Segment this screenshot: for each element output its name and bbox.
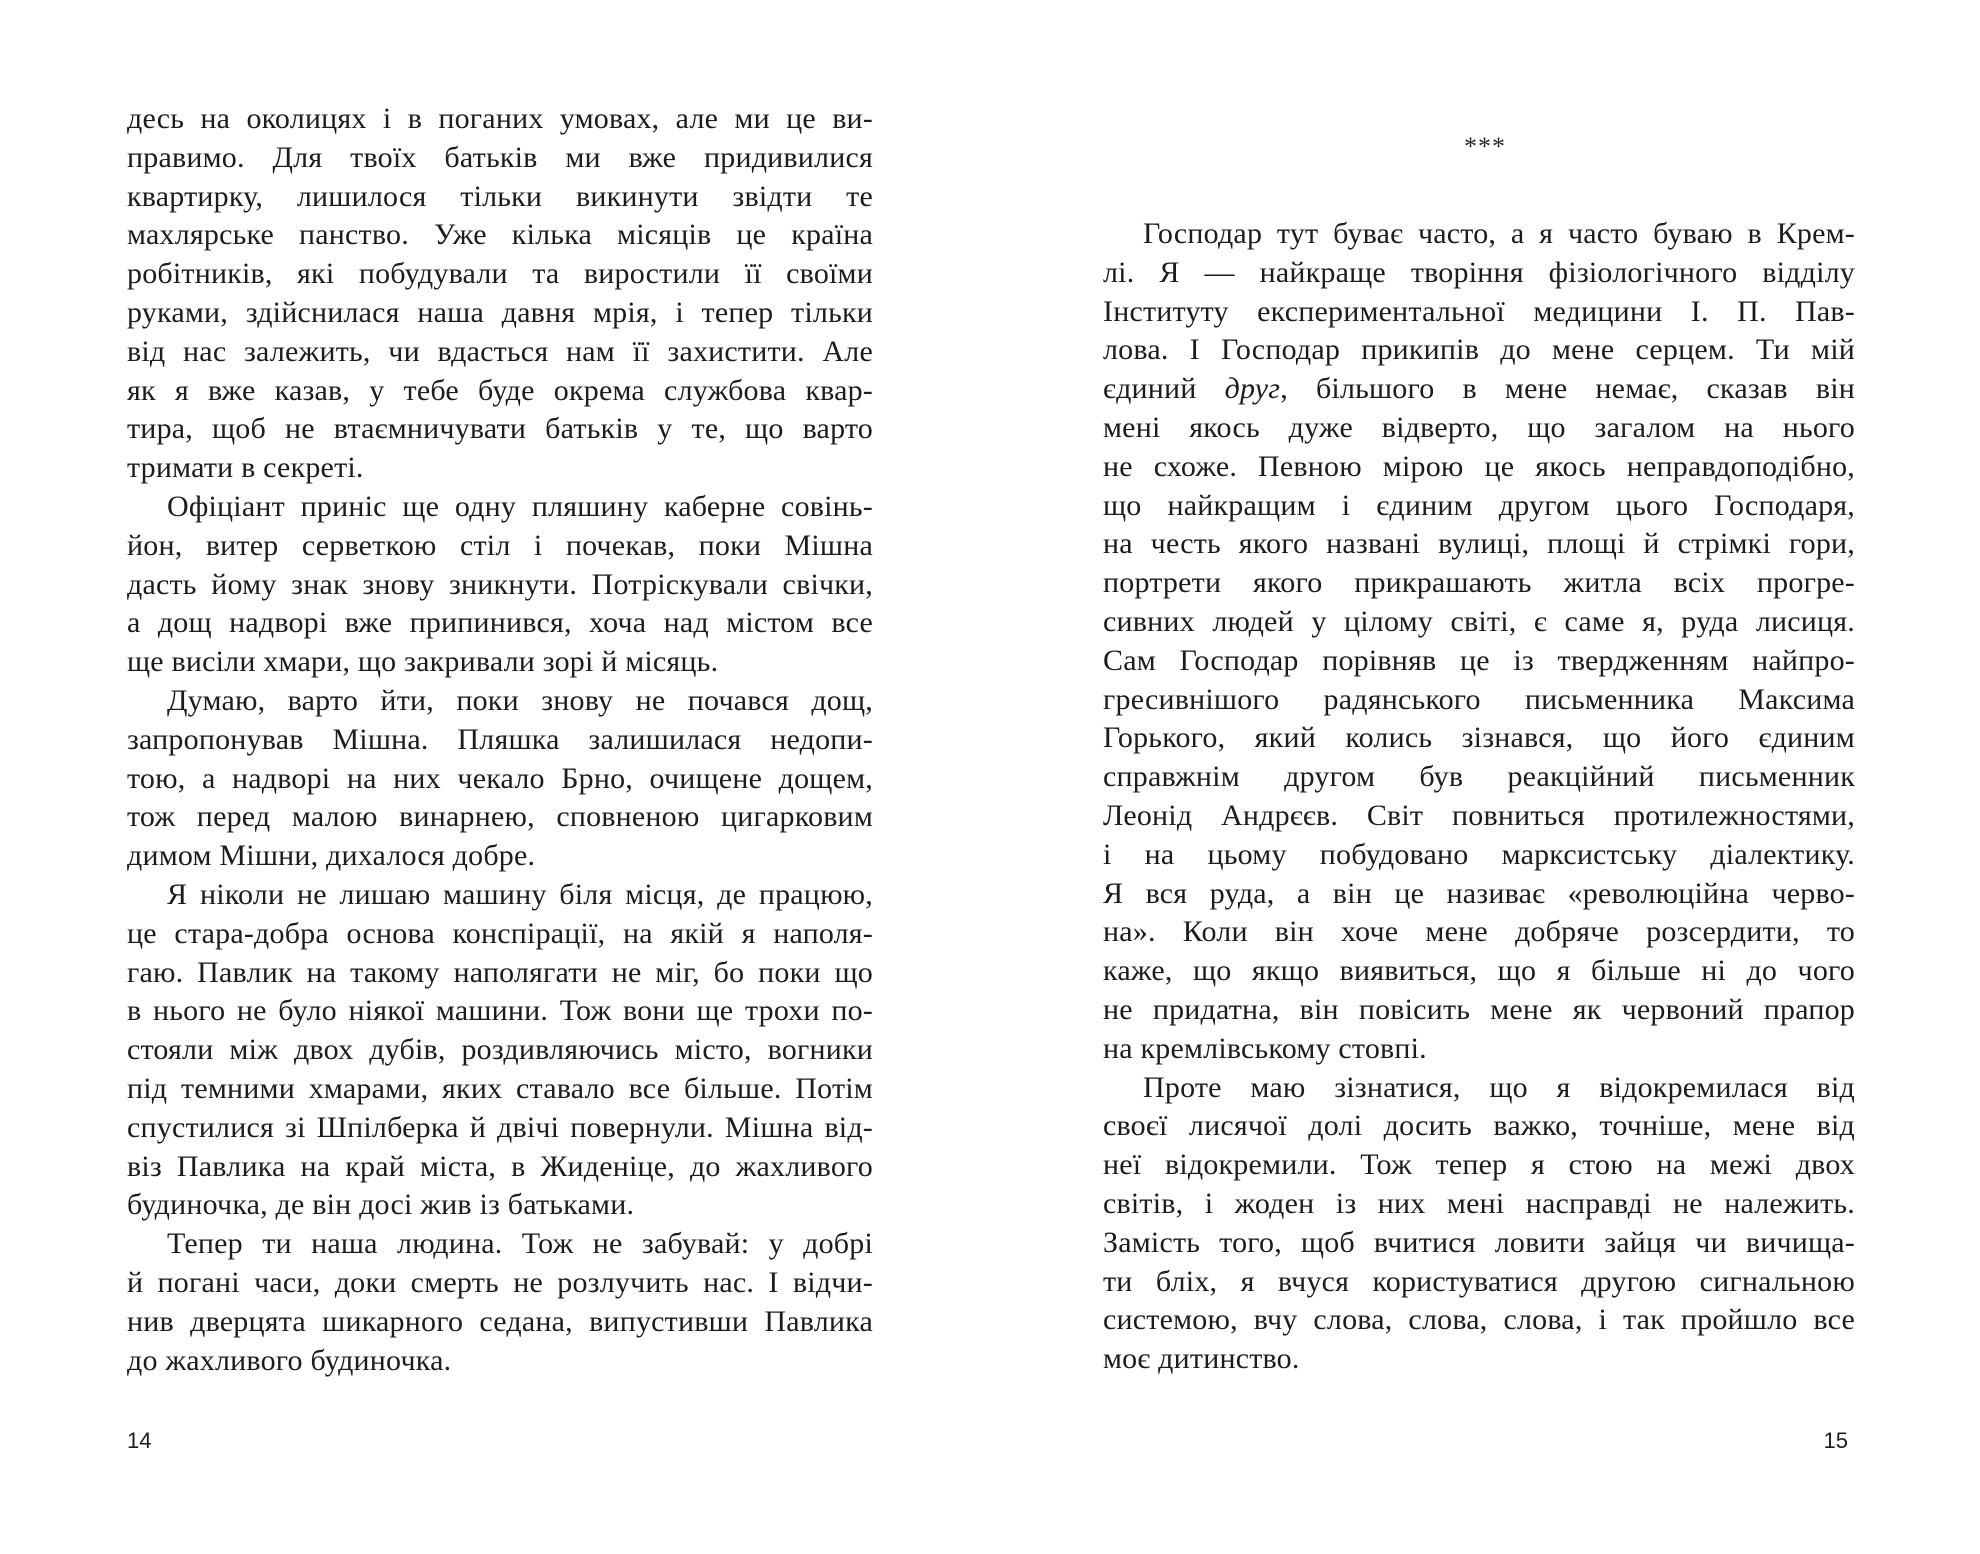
text-line: запропонував Мішна. Пляшка залишилася недопи- (127, 722, 873, 756)
text-line: Господар тут буває часто, а я часто буваю в Крем- (1143, 217, 1855, 250)
text-line: дасть йому знак знову зникнути. Потріскували свічки, (127, 567, 873, 601)
text-line: Замість того, щоб вчитися ловити зайця чи вичища- (1103, 1225, 1855, 1259)
text-line: Горького, який колись зізнався, що його єдиним (1103, 721, 1855, 755)
text-line: стояли між двох дубів, роздивляючись місто, вогники (127, 1033, 873, 1067)
text-line: десь на околицях і в поганих умовах, але ми це ви- (127, 102, 873, 135)
text-line: Я ніколи не лишаю машину біля місця, де працюю, (167, 877, 873, 911)
text-line: під темними хмарами, яких ставало все більше. Потім (127, 1071, 873, 1105)
text-line: не придатна, він повісить мене як червоний прапор (1103, 992, 1855, 1026)
text-line: і на цьому побудовано марксистську діалектику. (1103, 837, 1855, 871)
text-line: тримати в секреті. (127, 451, 364, 485)
text-line: Тепер ти наша людина. Тож не забувай: у добрі (167, 1227, 873, 1261)
text-line: спустилися зі Шпілберка й двічі повернули. Мішна від- (127, 1110, 873, 1144)
text-line: неї відокремили. Тож тепер я стою на межі двох (1103, 1148, 1855, 1182)
text-line: сивних людей у цілому світі, є саме я, руда лисиця. (1103, 604, 1855, 638)
text-line: своєї лисячої долі досить важко, точніше, мене від (1103, 1109, 1855, 1143)
text-line: системою, вчу слова, слова, слова, і так пройшло все (1103, 1303, 1855, 1337)
text-line: махлярське панство. Уже кілька місяців це країна (127, 218, 873, 252)
text-line: на». Коли він хоче мене добряче розсердити, то (1103, 915, 1855, 949)
text-line: Думаю, варто йти, поки знову не почався дощ, (167, 683, 873, 717)
text-line: Я вся руда, а він це називає «революційна черво- (1103, 876, 1855, 910)
text-line: як я вже казав, у тебе буде окрема службова квар- (127, 373, 873, 407)
text-line: димом Мішни, дихалося добре. (127, 839, 536, 873)
text-line: світів, і жоден із них мені насправді не належить. (1103, 1186, 1855, 1220)
text-line: лова. І Господар прикипів до мене серцем. Ти мій (1103, 333, 1855, 367)
text-line: лі. Я — найкраще творіння фізіологічного відділу (1103, 255, 1855, 289)
text-line: правимо. Для твоїх батьків ми вже придивилися (127, 140, 873, 174)
text-line: єдиний друг, більшого в мене немає, сказав він (1103, 372, 1855, 406)
text-line: справжнім другом був реакційний письменник (1103, 760, 1855, 794)
right-page-text (1103, 215, 1855, 1379)
text-line: будиночка, де він досі жив із батьками. (127, 1188, 635, 1222)
text-line: Офіціант приніс ще одну пляшину каберне совінь- (167, 489, 873, 523)
emphasis: друг (1224, 372, 1281, 406)
page-number-left: 14 (127, 1428, 152, 1453)
text-line: руками, здійснилася наша давня мрія, і тепер тільки (127, 295, 873, 329)
text-line: мені якось дуже відверто, що загалом на нього (1103, 410, 1855, 444)
text-line: на честь якого названі вулиці, площі й стрімкі гори, (1103, 527, 1855, 561)
left-page-text (127, 100, 873, 1380)
text-line: квартирку, лишилося тільки викинути звідти те (127, 179, 873, 213)
text-line: що найкращим і єдиним другом цього Господаря, (1103, 488, 1855, 522)
right-page (990, 0, 1980, 1554)
text-line: ще висіли хмари, що закривали зорі й місяць. (127, 645, 719, 679)
section-break: *** (1464, 132, 1506, 161)
text-line: Інституту експериментальної медицини І. П. Пав- (1103, 294, 1855, 328)
text-line: гаю. Павлик на такому наполягати не міг, бо поки що (127, 955, 873, 989)
text-line: Сам Господар порівняв це із твердженням найпро- (1103, 643, 1855, 677)
text-line: в нього не було ніякої машини. Тож вони ще трохи по- (127, 994, 873, 1028)
text-line: тою, а надворі на них чекало Брно, очищене дощем, (127, 761, 873, 795)
page-number-right: 15 (1823, 1428, 1848, 1453)
text-line: йон, витер серветкою стіл і почекав, поки Мішна (127, 528, 873, 562)
text-line: моє дитинство. (1103, 1342, 1300, 1376)
text-line: тож перед малою винарнею, сповненою цигарковим (127, 800, 873, 834)
text-line: до жахливого будиночка. (127, 1343, 452, 1377)
text-line: ти бліх, я вчуся користуватися другою сигнальною (1103, 1264, 1855, 1298)
text-line: робітників, які побудували та виростили її своїми (127, 257, 873, 291)
text-line: не схоже. Певною мірою це якось неправдоподібно, (1103, 449, 1855, 483)
text-line: на кремлівському стовпі. (1103, 1031, 1427, 1065)
text-line: тира, щоб не втаємничувати батьків у те, що варто (127, 412, 873, 446)
text-line: від нас залежить, чи вдасться нам її захистити. Але (127, 334, 873, 368)
text-line: й погані часи, доки смерть не розлучить нас. І відчи- (127, 1265, 873, 1299)
text-line: це стара-добра основа конспірації, на якій я наполя- (127, 916, 873, 950)
text-line: віз Павлика на край міста, в Жиденіце, до жахливого (127, 1149, 873, 1183)
text-line: каже, що якщо виявиться, що я більше ні до чого (1103, 954, 1855, 988)
text-line: гресивнішого радянського письменника Максима (1103, 682, 1855, 716)
text-line: Проте маю зізнатися, що я відокремилася від (1143, 1070, 1855, 1104)
text-line: Леонід Андрєєв. Світ повниться протилежностями, (1103, 798, 1855, 832)
text-line: нив дверцята шикарного седана, випустивши Павлика (127, 1304, 873, 1338)
text-line: а дощ надворі вже припинився, хоча над містом все (127, 606, 873, 640)
text-line: портрети якого прикрашають житла всіх прогре- (1103, 566, 1855, 600)
